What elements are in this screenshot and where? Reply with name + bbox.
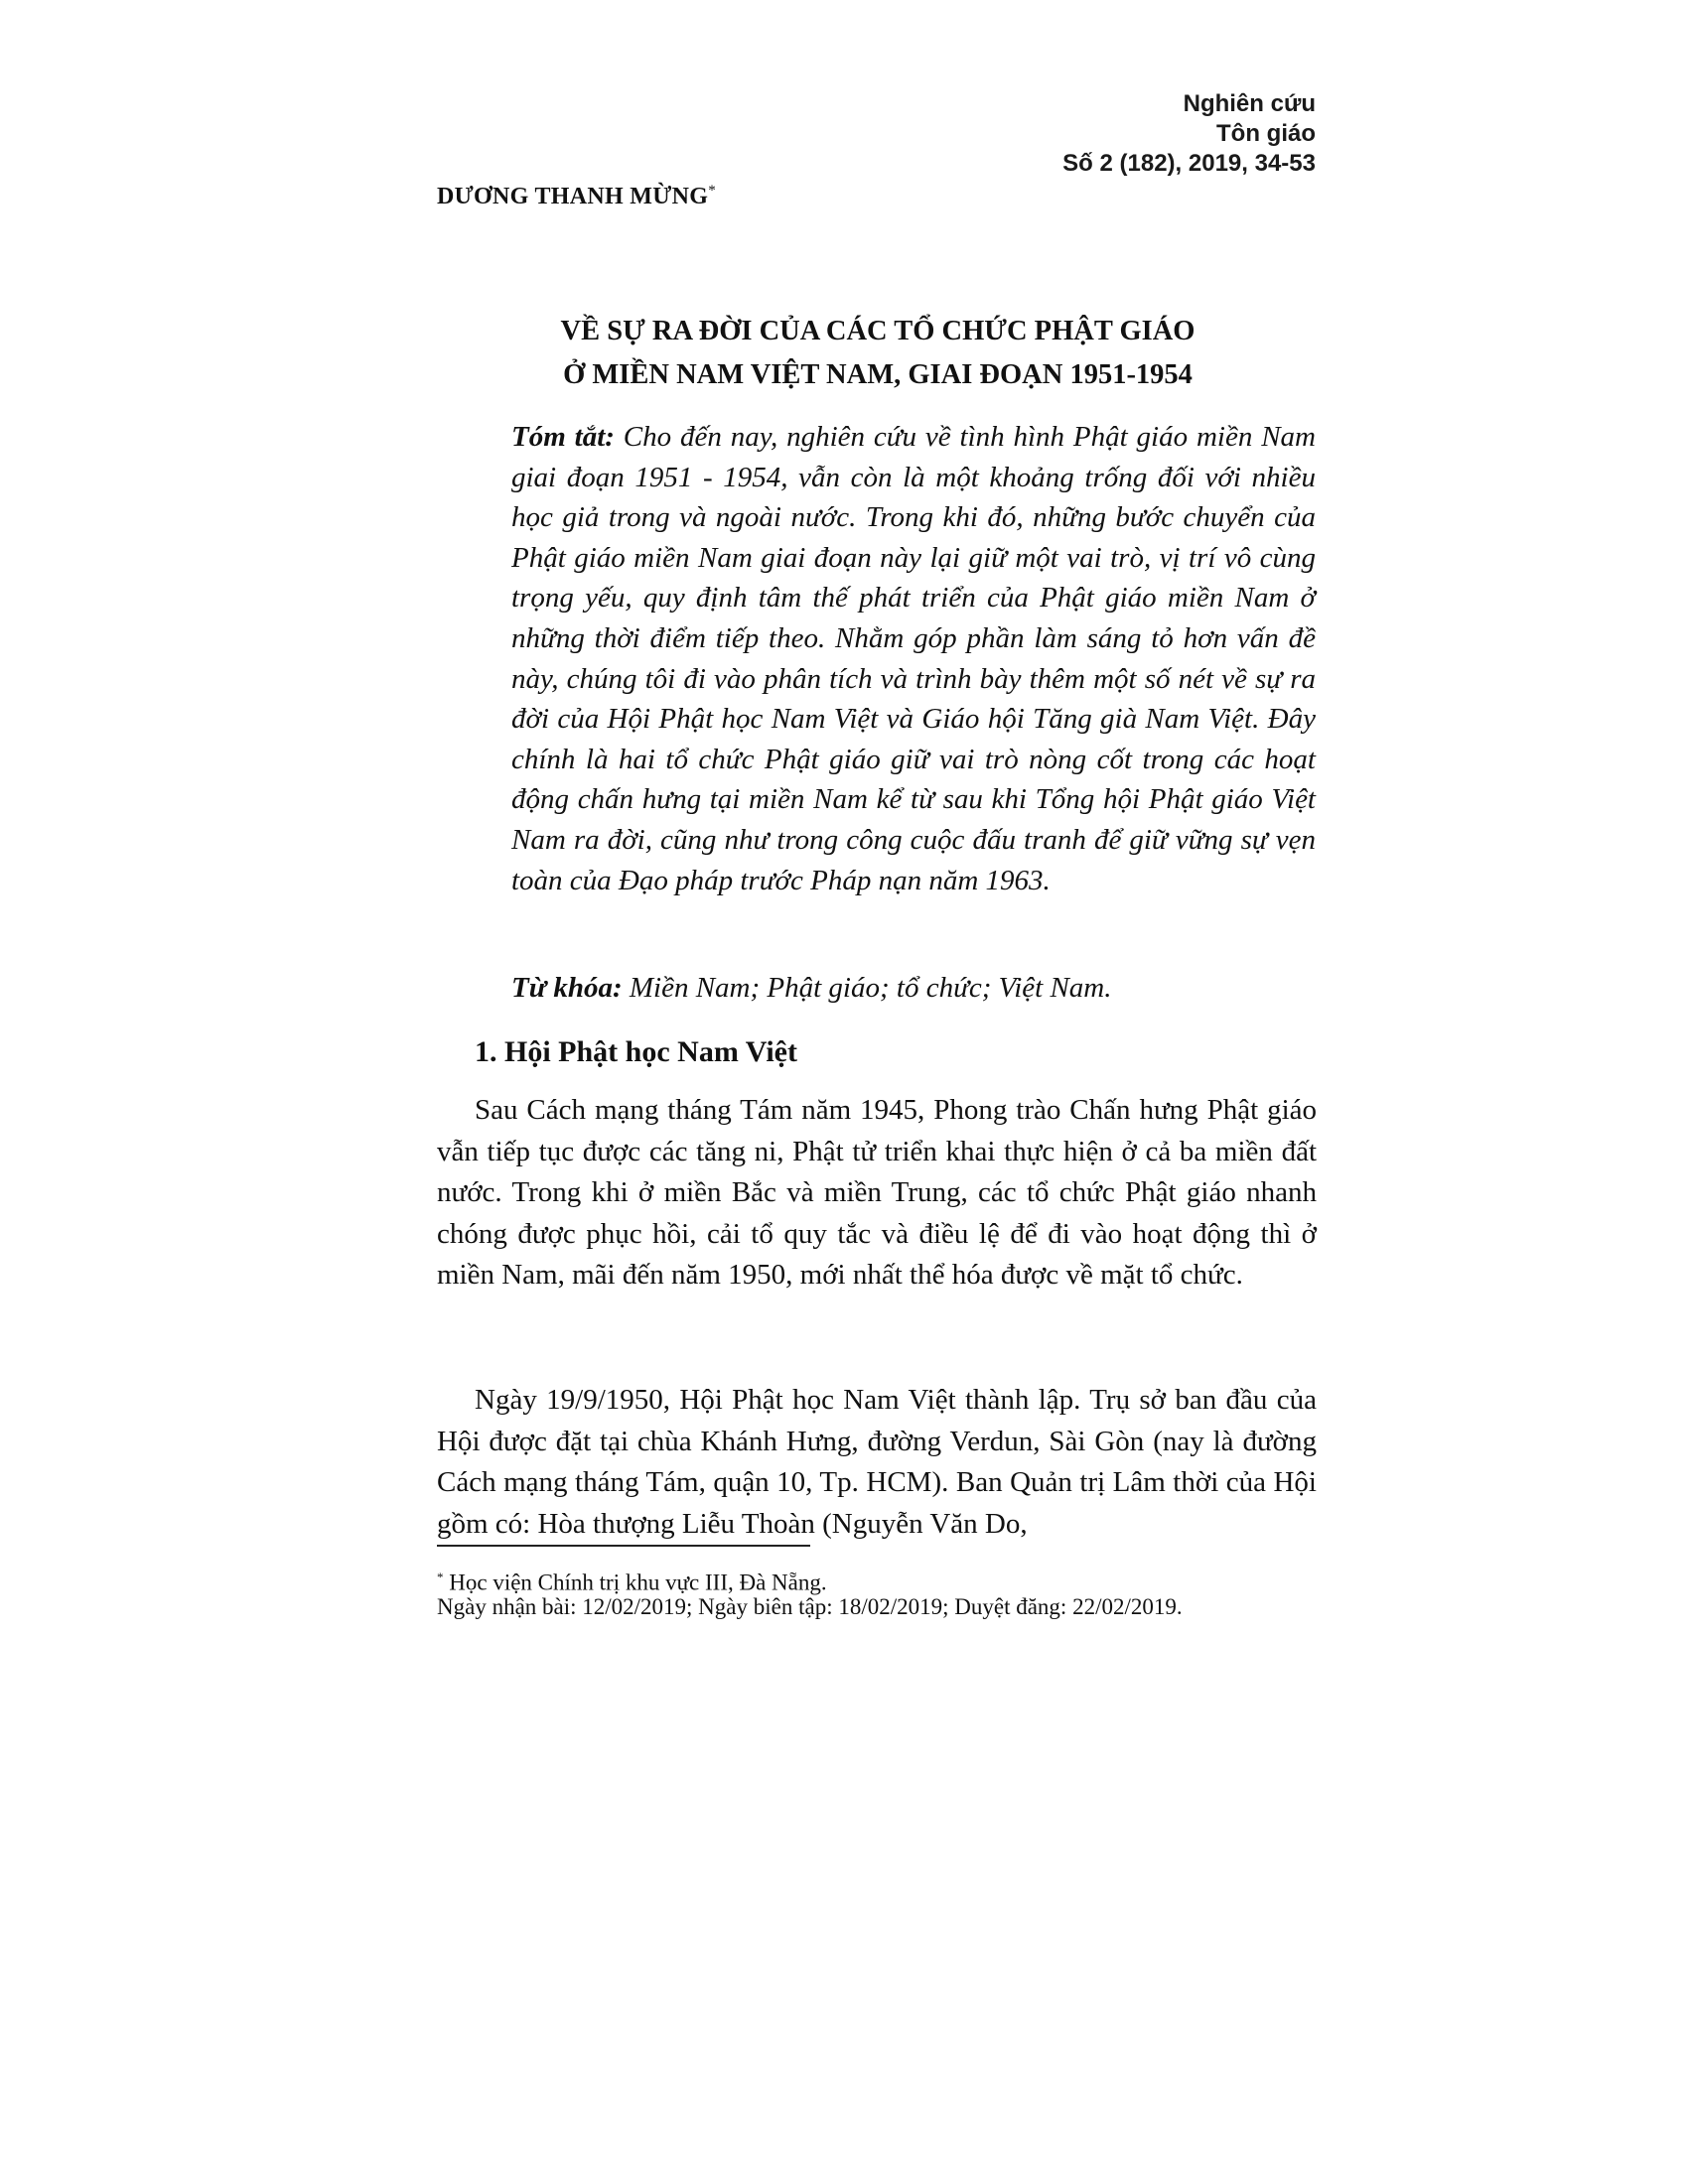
journal-name-line2: Tôn giáo [1216, 120, 1316, 147]
journal-issue: Số 2 (182), 2019, 34-53 [1062, 150, 1316, 177]
article-title [437, 310, 1319, 397]
journal-header [1062, 89, 1316, 179]
keywords-text: Miền Nam; Phật giáo; tổ chức; Việt Nam. [622, 972, 1112, 1004]
abstract-text: Cho đến nay, nghiên cứu về tình hình Phật giáo miền Nam giai đoạn 1951 - 1954, vẫn còn là một khoảng trống đối với nhiều học giả trong và ngoài nước. Trong khi đó, những bước chuyển của Phật giáo miền Nam giai đoạn này lại giữ một vai trò, vị trí vô cùng trọng yếu, quy định tâm thế phát triển của Phật giáo miền Nam ở những thời điểm tiếp theo. Nhằm góp phần làm sáng tỏ hơn vấn đề này, chúng tôi đi vào phân tích và trình bày thêm một số nét về sự ra đời của Hội Phật học Nam Việt và Giáo hội Tăng già Nam Việt. Đây chính là hai tổ chức Phật giáo giữ vai trò nòng cốt trong các hoạt động chấn hưng tại miền Nam kể từ sau khi Tổng hội Phật giáo Việt Nam ra đời, cũng như trong công cuộc đấu tranh để giữ vững sự vẹn toàn của Đạo pháp trước Pháp nạn năm 1963. [511, 421, 1316, 896]
abstract-label: Tóm tắt: [511, 421, 615, 453]
title-line-1: VỀ SỰ RA ĐỜI CỦA CÁC TỔ CHỨC PHẬT GIÁO [560, 316, 1196, 346]
body-paragraph: Sau Cách mạng tháng Tám năm 1945, Phong trào Chấn hưng Phật giáo vẫn tiếp tục được các tăng ni, Phật tử triển khai thực hiện ở cả ba miền đất nước. Trong khi ở miền Bắc và miền Trung, các tổ chức Phật giáo nhanh chóng được phục hồi, cải tổ quy tắc và điều lệ để đi vào hoạt động thì ở miền Nam, mãi đến năm 1950, mới nhất thể hóa được về mặt tổ chức. [437, 1094, 1317, 1291]
author-name-text: DƯƠNG THANH MỪNG [437, 184, 709, 209]
footnote-divider [437, 1545, 810, 1547]
author-footnote-mark: * [708, 183, 717, 199]
footnote-mark: * [437, 1570, 444, 1584]
author-name [437, 183, 716, 210]
section-heading: 1. Hội Phật học Nam Việt [475, 1035, 797, 1068]
keywords [511, 968, 1316, 1008]
keywords-label: Từ khóa: [511, 972, 623, 1004]
title-line-2: Ở MIỀN NAM VIỆT NAM, GIAI ĐOẠN 1951-1954 [563, 359, 1193, 390]
footnote-dates: Ngày nhận bài: 12/02/2019; Ngày biên tập: 18/02/2019; Duyệt đăng: 22/02/2019. [437, 1594, 1183, 1619]
body-paragraph: Ngày 19/9/1950, Hội Phật học Nam Việt thành lập. Trụ sở ban đầu của Hội được đặt tại chùa Khánh Hưng, đường Verdun, Sài Gòn (nay là đường Cách mạng tháng Tám, quận 10, Tp. HCM). Ban Quản trị Lâm thời của Hội gồm có: Hòa thượng Liễu Thoàn (Nguyễn Văn Do, [437, 1384, 1317, 1540]
journal-name-line1: Nghiên cứu [1183, 90, 1316, 117]
footnote-affiliation-text: Học viện Chính trị khu vực III, Đà Nẵng. [443, 1570, 827, 1595]
abstract [511, 417, 1316, 900]
